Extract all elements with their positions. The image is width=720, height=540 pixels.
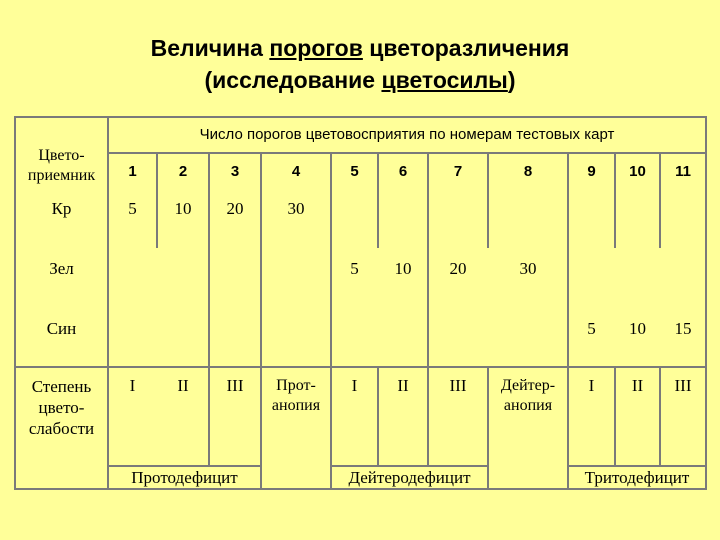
card-number: 10 <box>629 163 646 180</box>
threshold-value: 5 <box>587 319 596 338</box>
card-number: 9 <box>587 163 596 180</box>
threshold-value: 10 <box>174 199 192 218</box>
card-number: 1 <box>128 163 137 180</box>
degree-value: II <box>177 376 189 395</box>
row-label-sin: Син <box>46 319 77 338</box>
group-tritodeficit: Тритодефицит <box>584 467 690 487</box>
threshold-value: 10 <box>629 319 646 338</box>
threshold-value: 20 <box>226 199 244 218</box>
page-title <box>0 32 720 96</box>
receptor-label: Цвето- приемник <box>27 147 96 184</box>
row-label-kr: Кр <box>51 199 72 218</box>
card-number: 5 <box>350 163 359 180</box>
degree-value: I <box>588 376 595 395</box>
degree-value: I <box>351 376 358 395</box>
degree-value: III <box>226 376 244 395</box>
group-protodeficit: Протодефицит <box>131 467 238 487</box>
card-number: 2 <box>178 163 188 180</box>
row-label-zel: Зел <box>49 259 74 278</box>
degree-value: III <box>674 376 692 395</box>
card-number: 4 <box>291 163 301 180</box>
deuteranopia-label: Дейтер- анопия <box>500 377 556 414</box>
threshold-value: 10 <box>394 259 412 278</box>
degree-value: II <box>397 376 409 395</box>
thresholds-table <box>14 116 707 490</box>
threshold-value: 30 <box>287 199 305 218</box>
threshold-value: 30 <box>519 259 537 278</box>
protanopia-label: Прот- анопия <box>271 377 321 414</box>
group-deiterodeficit: Дейтеродефицит <box>348 467 471 487</box>
card-number: 6 <box>398 163 408 180</box>
card-number: 7 <box>453 163 463 180</box>
card-number: 11 <box>675 163 691 180</box>
threshold-value: 5 <box>350 259 359 278</box>
degree-value: I <box>129 376 136 395</box>
degree-value: II <box>631 376 644 395</box>
card-number: 8 <box>523 163 533 180</box>
threshold-value: 15 <box>674 319 692 338</box>
header-card-thresholds: Число порогов цветовосприятия по номерам тестовых карт <box>199 126 615 143</box>
title-line-2: (исследование цветосилы) <box>204 67 516 93</box>
title-line-1: Величина порогов цветоразличения <box>150 35 570 61</box>
threshold-value: 20 <box>449 259 467 278</box>
weakness-label: Степень цвето- слабости <box>28 377 95 438</box>
threshold-value: 5 <box>128 199 137 218</box>
degree-value: III <box>449 376 467 395</box>
card-number: 3 <box>230 163 240 180</box>
